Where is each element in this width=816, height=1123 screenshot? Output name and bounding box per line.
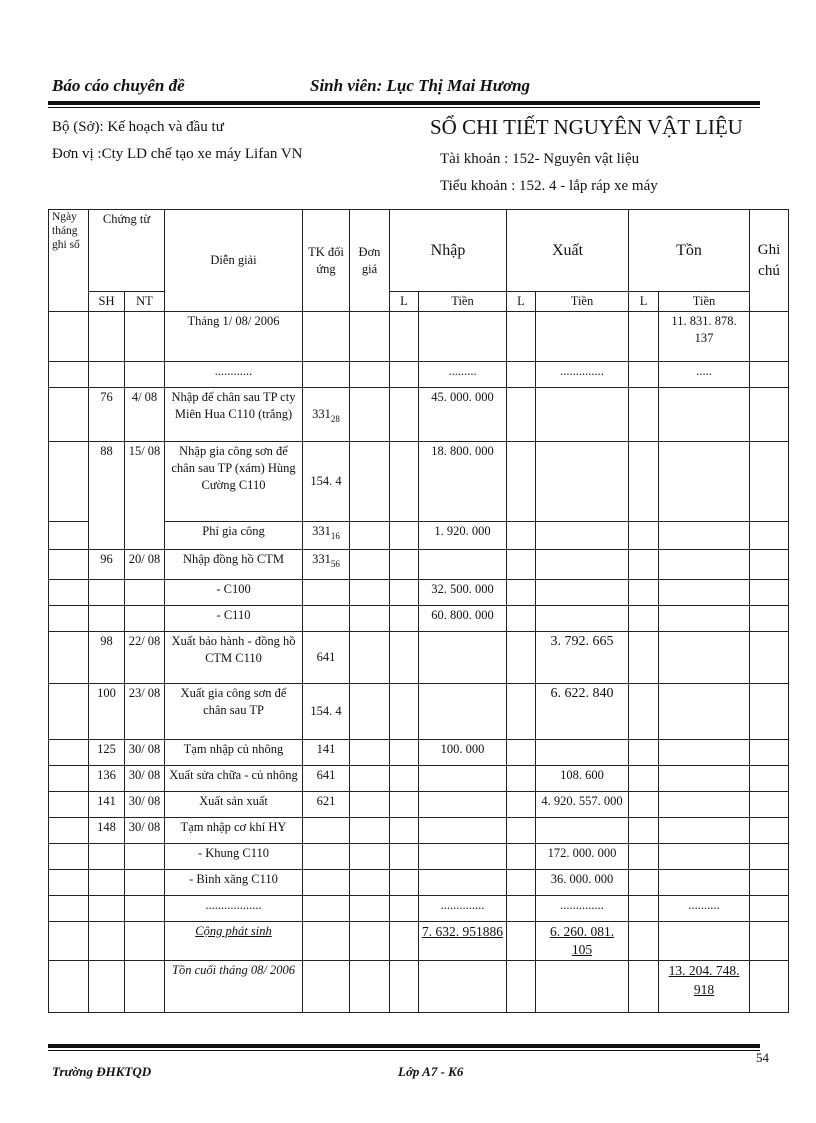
row-nt: 22/ 08 <box>125 632 165 684</box>
row-out-amount: 36. 000. 000 <box>536 870 629 896</box>
student-name: Sinh viên: Lục Thị Mai Hương <box>310 76 531 95</box>
col-voucher-header: Chứng từ <box>89 210 165 292</box>
row-out-amount: 6. 622. 840 <box>536 684 629 740</box>
row-sh: 98 <box>89 632 125 684</box>
col-sh-header: SH <box>89 292 125 312</box>
table-row <box>49 312 789 362</box>
col-stock-header: Tồn <box>629 210 750 292</box>
document-title: SỔ CHI TIẾT NGUYÊN VẬT LIỆU <box>430 115 743 139</box>
row-tk: 621 <box>303 792 350 818</box>
row-desc: - C110 <box>165 606 303 632</box>
row-desc: Nhập để chân sau TP cty Miên Hua C110 (trắng) <box>165 388 303 442</box>
row-desc: - C100 <box>165 580 303 606</box>
table-row <box>49 766 789 792</box>
row-desc: Nhập đồng hồ CTM <box>165 550 303 580</box>
row-nt: 15/ 08 <box>125 442 165 550</box>
row-desc: Nhập gia công sơn để chân sau TP (xám) Hùng Cường C110 <box>165 442 303 522</box>
row-in-amount: 45. 000. 000 <box>419 388 507 442</box>
row-desc: - Khung C110 <box>165 844 303 870</box>
row-out-amount: .............. <box>536 896 629 922</box>
table-row <box>49 580 789 606</box>
row-nt: 30/ 08 <box>125 740 165 766</box>
col-tk-header: TK đối ứng <box>303 210 350 312</box>
closing-row <box>49 961 789 1013</box>
table-row <box>49 818 789 844</box>
row-out-amount: 4. 920. 557. 000 <box>536 792 629 818</box>
account-label: Tài khoản : 152- Nguyên vật liệu <box>440 151 640 167</box>
table-row <box>49 550 789 580</box>
row-sh: 100 <box>89 684 125 740</box>
row-in-amount: 100. 000 <box>419 740 507 766</box>
table-row <box>49 792 789 818</box>
row-nt: 23/ 08 <box>125 684 165 740</box>
row-tk: 154. 4 <box>303 442 350 522</box>
col-in-qty-header: L <box>390 292 419 312</box>
row-in-amount: 1. 920. 000 <box>419 522 507 550</box>
total-in-amount: 7. 632. 951886 <box>419 922 507 961</box>
row-tk: 641 <box>303 766 350 792</box>
school-name: Trường ĐHKTQD <box>52 1064 152 1079</box>
table-row <box>49 740 789 766</box>
header-rule-thick <box>48 101 760 105</box>
row-stock-amount: ..... <box>659 362 750 388</box>
table-row <box>49 606 789 632</box>
row-desc: .................. <box>165 896 303 922</box>
row-desc: Tạm nhập củ nhông <box>165 740 303 766</box>
row-tk: 154. 4 <box>303 684 350 740</box>
row-desc: Tạm nhập cơ khí HY <box>165 818 303 844</box>
class-name: Lớp A7 - K6 <box>398 1064 464 1079</box>
total-label: Cộng phát sinh <box>165 922 303 961</box>
row-desc: - Bình xăng C110 <box>165 870 303 896</box>
row-desc: Xuất gia công sơn để chân sau TP <box>165 684 303 740</box>
col-stock-amount-header: Tiền <box>659 292 750 312</box>
row-out-amount: 172. 000. 000 <box>536 844 629 870</box>
row-sh: 76 <box>89 388 125 442</box>
row-tk: $331_{56}$ <box>303 550 350 580</box>
table-row <box>49 684 789 740</box>
col-out-header: Xuất <box>507 210 629 292</box>
row-sh: 136 <box>89 766 125 792</box>
row-desc: Phí gia công <box>165 522 303 550</box>
row-stock-amount: .......... <box>659 896 750 922</box>
closing-label: Tồn cuối tháng 08/ 2006 <box>165 961 303 1013</box>
col-note-header: Ghi chú <box>750 210 789 312</box>
table-row <box>49 632 789 684</box>
col-nt-header: NT <box>125 292 165 312</box>
header-rule-thin <box>48 107 760 108</box>
row-desc: Tháng 1/ 08/ 2006 <box>165 312 303 362</box>
col-desc-header: Diễn giải <box>165 210 303 312</box>
row-tk: $331_{28}$ <box>303 388 350 442</box>
row-sh: 88 <box>89 442 125 550</box>
col-price-header: Đơn giá <box>350 210 390 312</box>
row-in-amount: 32. 500. 000 <box>419 580 507 606</box>
header-row-1 <box>49 210 789 292</box>
report-title: Báo cáo chuyên đề <box>52 76 185 95</box>
col-date-header: Ngày tháng ghi sổ <box>49 210 89 312</box>
col-in-amount-header: Tiền <box>419 292 507 312</box>
table-row <box>49 844 789 870</box>
row-desc: ............ <box>165 362 303 388</box>
col-stock-qty-header: L <box>629 292 659 312</box>
total-out-amount: 6. 260. 081. 105 <box>536 922 629 961</box>
row-desc: Xuất sửa chữa - củ nhông <box>165 766 303 792</box>
row-tk: 141 <box>303 740 350 766</box>
ledger-table <box>48 209 789 1013</box>
row-nt: 4/ 08 <box>125 388 165 442</box>
row-tk: 641 <box>303 632 350 684</box>
row-out-amount: 108. 600 <box>536 766 629 792</box>
row-sh: 141 <box>89 792 125 818</box>
total-row <box>49 922 789 961</box>
row-sh: 96 <box>89 550 125 580</box>
row-in-amount: 18. 800. 000 <box>419 442 507 522</box>
row-desc: Xuất sản xuất <box>165 792 303 818</box>
table-row <box>49 388 789 442</box>
row-nt: 30/ 08 <box>125 766 165 792</box>
row-out-amount: 3. 792. 665 <box>536 632 629 684</box>
row-stock-amount: 11. 831. 878. 137 <box>659 312 750 362</box>
table-row <box>49 442 789 522</box>
row-sh: 125 <box>89 740 125 766</box>
footer-rule-thin <box>48 1050 760 1051</box>
col-out-qty-header: L <box>507 292 536 312</box>
footer-rule-thick <box>48 1044 760 1048</box>
page-number: 54 <box>756 1050 769 1065</box>
table-row <box>49 870 789 896</box>
row-desc: Xuất bảo hành - đồng hồ CTM C110 <box>165 632 303 684</box>
row-nt: 20/ 08 <box>125 550 165 580</box>
table-row <box>49 362 789 388</box>
ministry-label: Bộ (Sở): Kế hoạch và đầu tư <box>52 119 224 135</box>
unit-label: Đơn vị :Cty LD chế tạo xe máy Lifan VN <box>52 146 303 162</box>
col-out-amount-header: Tiền <box>536 292 629 312</box>
header-row-2 <box>49 292 789 312</box>
closing-stock-amount: 13. 204. 748. 918 <box>659 961 750 1013</box>
row-nt: 30/ 08 <box>125 792 165 818</box>
row-sh: 148 <box>89 818 125 844</box>
row-out-amount: .............. <box>536 362 629 388</box>
row-tk: $331_{16}$ <box>303 522 350 550</box>
subaccount-label: Tiểu khoản : 152. 4 - lắp ráp xe máy <box>440 178 658 194</box>
col-in-header: Nhập <box>390 210 507 292</box>
table-row <box>49 896 789 922</box>
row-in-amount: 60. 800. 000 <box>419 606 507 632</box>
row-in-amount: ......... <box>419 362 507 388</box>
row-in-amount: .............. <box>419 896 507 922</box>
row-nt: 30/ 08 <box>125 818 165 844</box>
